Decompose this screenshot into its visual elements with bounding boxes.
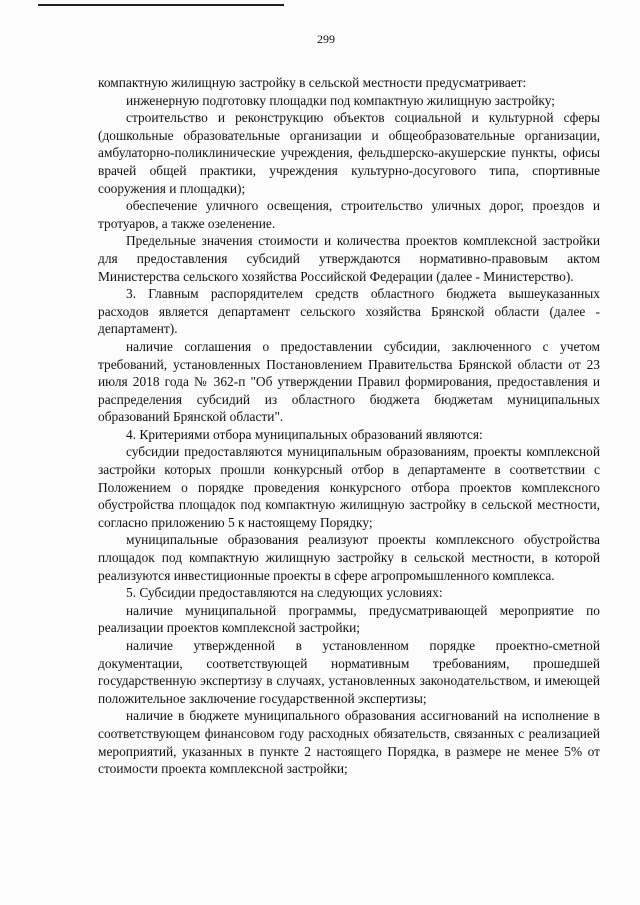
paragraph: обеспечение уличного освещения, строительство уличных дорог, проездов и тротуаров, а также озеленение. [98,198,600,231]
paragraph: субсидии предоставляются муниципальным образованиям, проекты комплексной застройки которых прошли конкурсный отбор в департаменте в соответствии с Положением о порядке проведения конкурсного отбора проектов комплексного обустройства площадок под компактную жилищную застройку в сельской местности, согласно приложению 5 к настоящему Порядку; [98,444,600,530]
paragraph: 5. Субсидии предоставляются на следующих условиях: [126,585,443,601]
paragraph: строительство и реконструкцию объектов социальной и культурной сферы (дошкольные образовательные организации и общеобразовательные организации, амбулаторно-поликлинические учреждения, фельдшерско-акушерские пункты, офисы врачей общей практики, учреждения культурно-досугового типа, спортивные сооружения и площадки); [98,110,600,196]
paragraph: наличие соглашения о предоставлении субсидии, заключенного с учетом требований, установленных Постановлением Правительства Брянской области от 23 июля 2018 года № 362-п "Об утверждении Правил формирования, предоставления и распределения субсидий из областного бюджета бюджетам муниципальных образований Брянской области". [98,338,600,425]
paragraph: наличие утвержденной в установленном порядке проектно-сметной документации, соответствующей нормативным требованиям, прошедшей государственную экспертизу в случаях, установленных законодательством, и имеющей положительное заключение государственной экспертизы; [98,638,600,706]
page-number: 299 [317,32,335,46]
top-rule [38,4,284,6]
paragraph: 3. Главным распорядителем средств областного бюджета вышеуказанных расходов является департамент сельского хозяйства Брянской области (далее - департамент). [98,286,600,337]
paragraph: муниципальные образования реализуют проекты комплексного обустройства площадок под компактную жилищную застройку в сельской местности, в которой реализуются инвестиционные проекты в сфере агропромышленного комплекса. [98,532,600,583]
paragraph: компактную жилищную застройку в сельской местности предусматривает: [98,75,527,90]
paragraph: наличие в бюджете муниципального образования ассигнований на исполнение в соответствующем финансовом году расходных обязательств, связанных с реализацией мероприятий, указанных в пункте 2 настоящего Порядка, в размере не менее 5% от стоимости проекта комплексной застройки; [98,708,600,777]
paragraph: 4. Критериями отбора муниципальных образований являются: [126,426,483,442]
document-body [98,74,600,778]
paragraph: Предельные значения стоимости и количества проектов комплексной застройки для предоставления субсидий утверждаются нормативно-правовым актом Министерства сельского хозяйства Российской Федерации (далее - Министерство). [98,233,600,284]
paragraph: наличие муниципальной программы, предусматривающей мероприятие по реализации проектов комплексной застройки; [98,602,600,636]
paragraph: инженерную подготовку площадки под компактную жилищную застройку; [126,92,555,108]
